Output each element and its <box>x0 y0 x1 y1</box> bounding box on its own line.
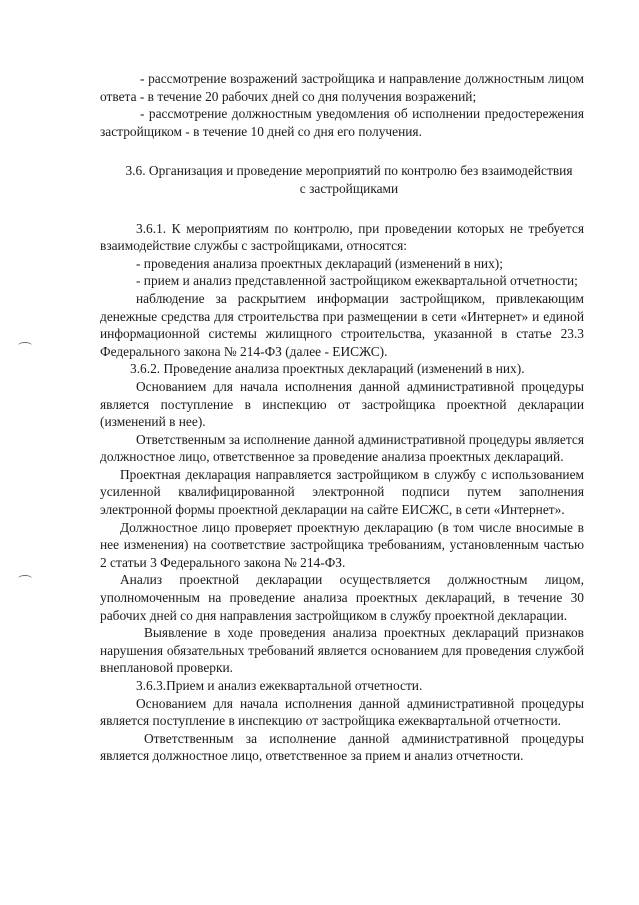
paragraph: Анализ проектной декларации осуществляется должностным лицом, уполномоченным на проведение анализа проектных деклараций, в течение 30 рабочих дней со дня направления застройщиком в службу проектной декларации. <box>100 572 584 623</box>
section-heading: 3.6. Организация и проведение мероприятий по контролю без взаимодействия с застройщиками <box>125 163 573 196</box>
paragraph: Проектная декларация направляется застройщиком в службу с использованием усиленной квалифицированной электронной подписи путем заполнения электронной формы проектной декларации на сайте ЕИСЖС, в сети «Интернет». <box>100 466 584 518</box>
paragraph: 3.6.3.Прием и анализ ежеквартальной отчетности. <box>136 678 423 693</box>
paragraph: Ответственным за исполнение данной административной процедуры является должностное лицо, ответственное за прием и анализ отчетности. <box>100 730 584 764</box>
paragraph: - проведения анализа проектных деклараций (изменений в них); <box>136 255 503 271</box>
paragraph: Основанием для начала исполнения данной административной процедуры является поступление в инспекцию от застройщика ежеквартальной отчетности. <box>100 695 584 729</box>
paragraph: Основанием для начала исполнения данной административной процедуры является поступление в инспекцию от застройщика проектной декларации (изменений в нее). <box>100 378 584 430</box>
paragraph: - рассмотрение возражений застройщика и направление должностным лицом ответа - в течение 20 рабочих дней со дня получения возражений; <box>100 71 584 104</box>
paragraph: - прием и анализ представленной застройщиком ежеквартальной отчетности; <box>136 273 578 289</box>
scan-mark <box>18 575 32 582</box>
paragraph: Ответственным за исполнение данной административной процедуры является должностное лицо, ответственное за проведение анализа проектных деклараций. <box>100 431 584 465</box>
document-body <box>100 70 584 765</box>
paragraph: 3.6.2. Проведение анализа проектных деклараций (изменений в них). <box>130 361 525 377</box>
paragraph: наблюдение за раскрытием информации застройщиком, привлекающим денежные средства для строительства при размещении в сети «Интернет» и единой информационной системы жилищного строительства, указанной в статье 23.3 Федерального закона № 214-ФЗ (далее - ЕИСЖС). <box>100 290 584 359</box>
scan-mark <box>18 342 32 349</box>
paragraph: Должностное лицо проверяет проектную декларацию (в том числе вносимые в нее изменения) на соответствие застройщика требованиям, установленным частью 2 статьи 3 Федерального закона № 214-ФЗ. <box>100 519 584 570</box>
paragraph: - рассмотрение должностным уведомления об исполнении предостережения застройщиком - в течение 10 дней со дня его получения. <box>100 106 584 139</box>
paragraph: 3.6.1. К мероприятиям по контролю, при проведении которых не требуется взаимодействие службы с застройщиками, относятся: <box>100 220 584 254</box>
paragraph: Выявление в ходе проведения анализа проектных деклараций признаков нарушения обязательных требований является основанием для проведения службой внеплановой проверки. <box>100 625 584 676</box>
